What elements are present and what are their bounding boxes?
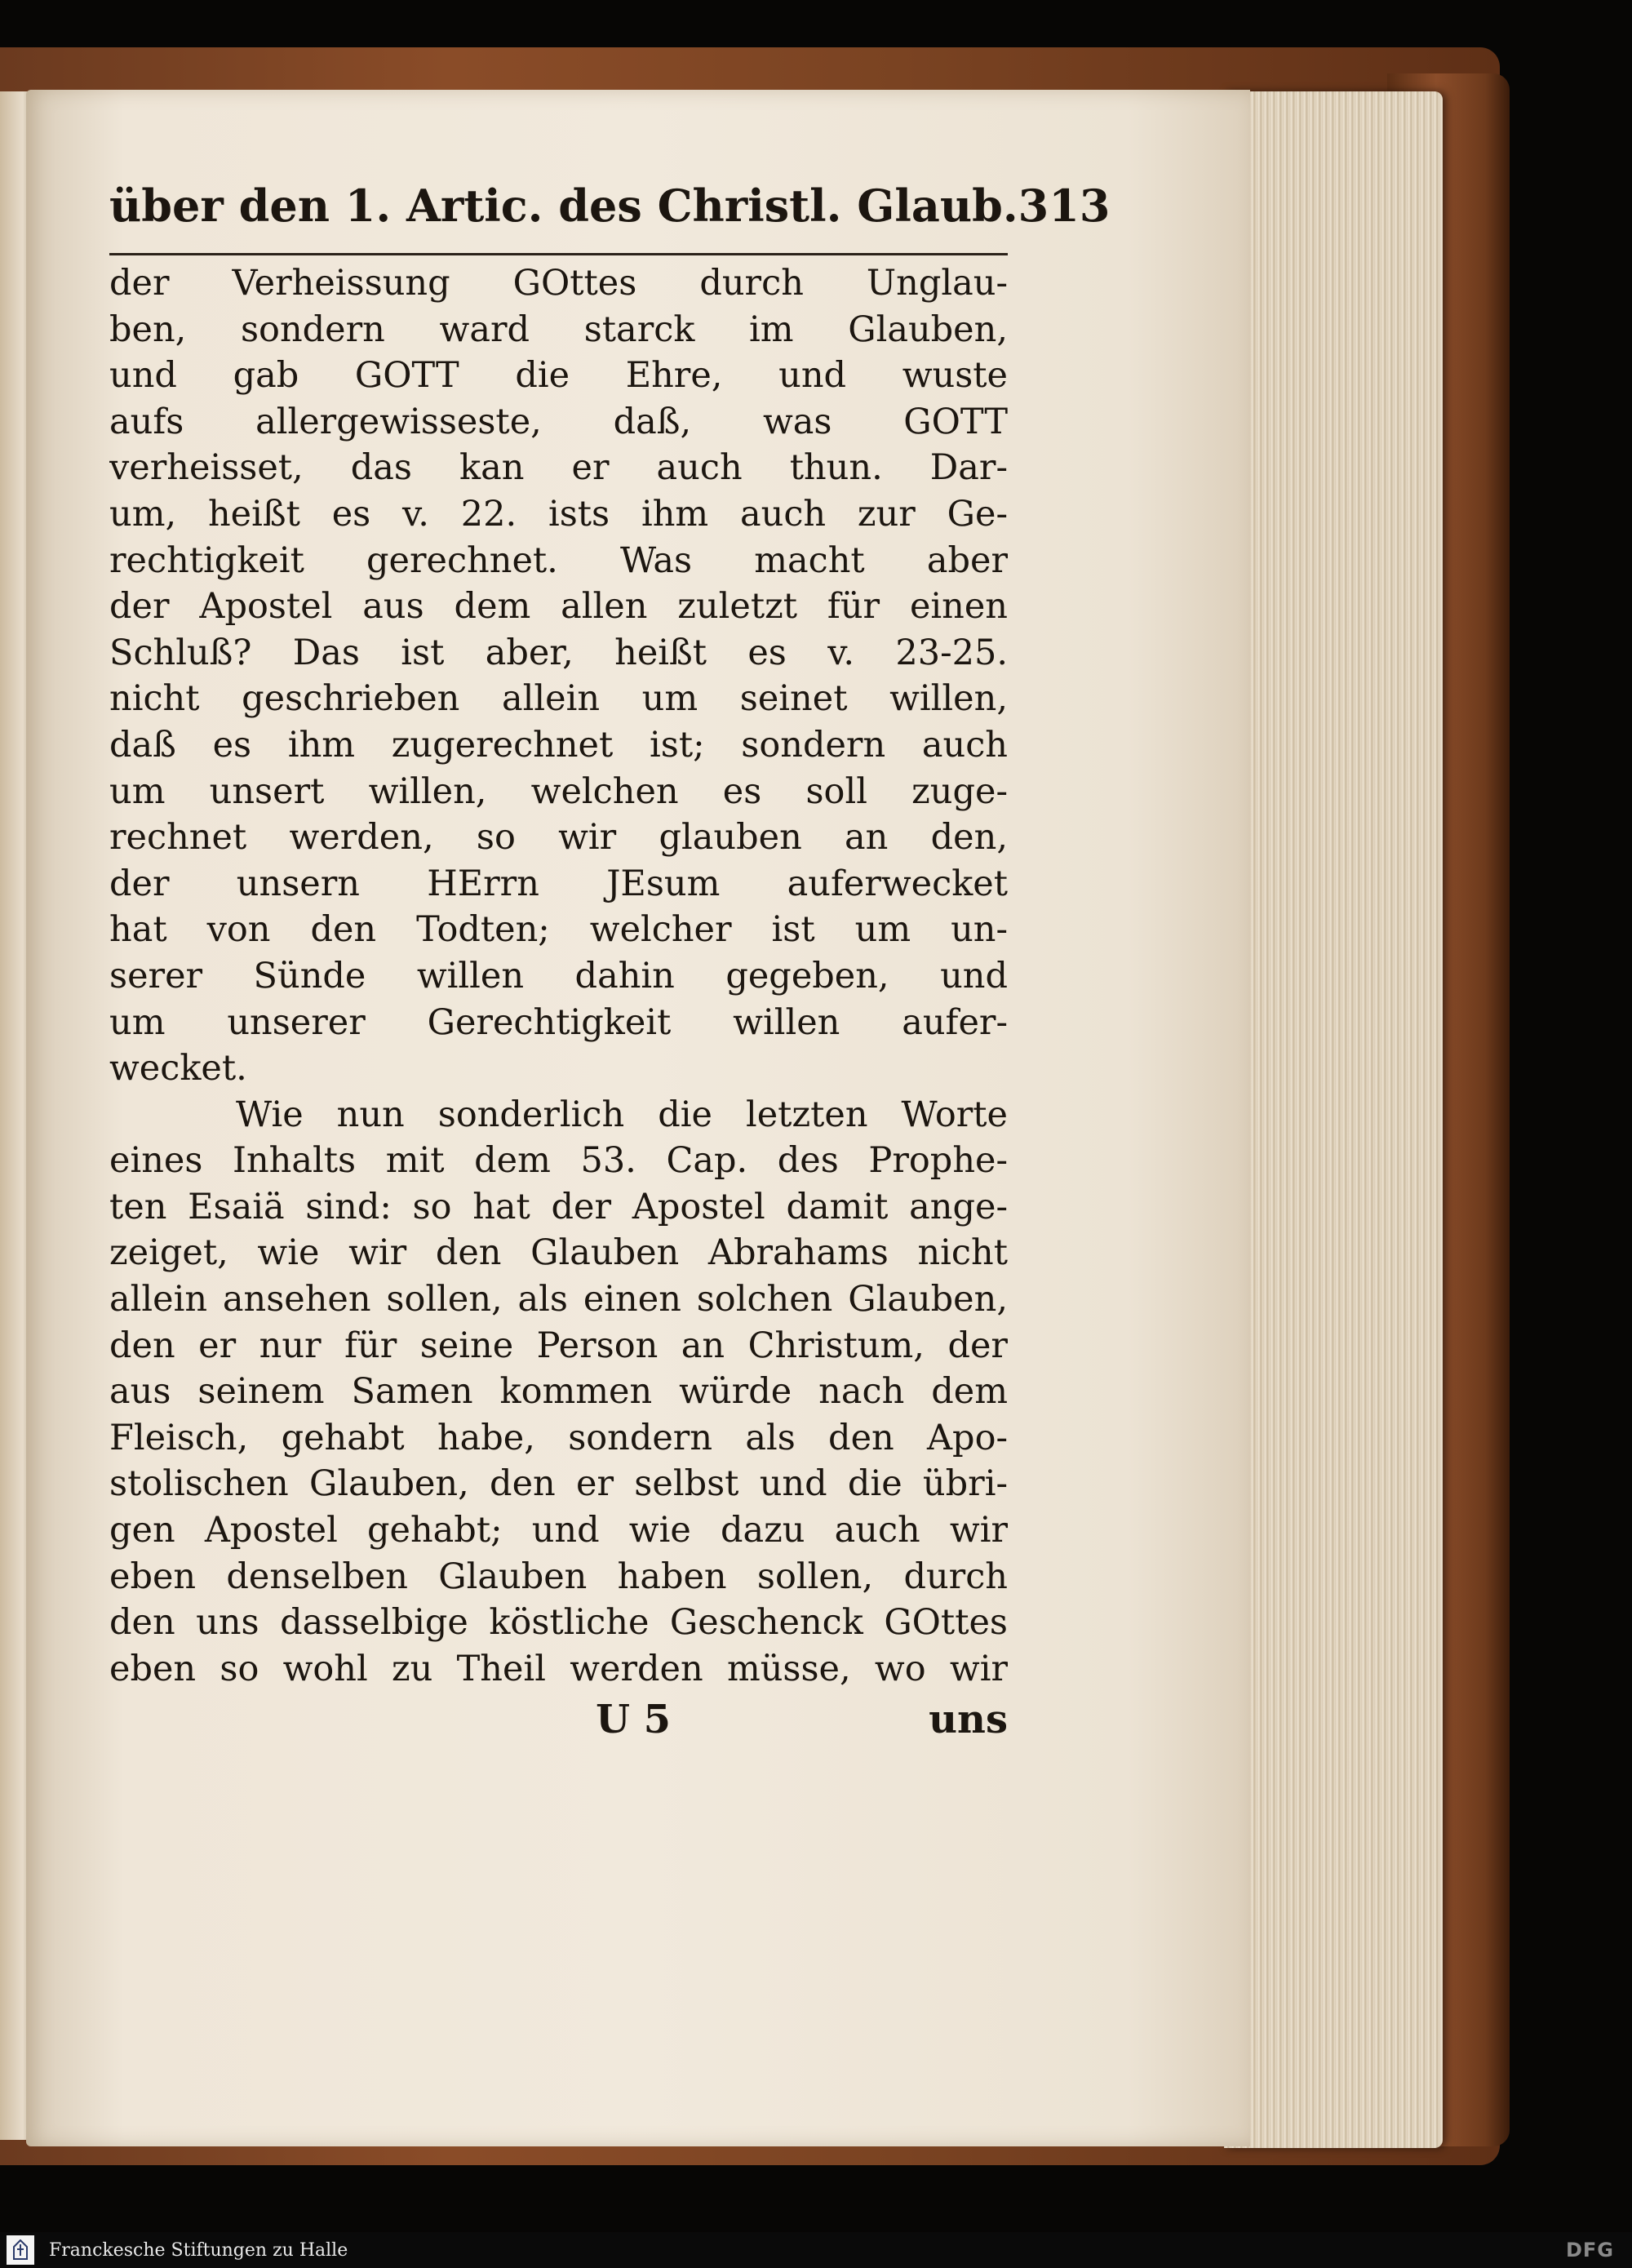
text-line: Schluß? Das ist aber, heißt es v. 23-25. <box>109 632 1008 673</box>
text-line: um, heißt es v. 22. ists ihm auch zur Ge- <box>109 493 1008 535</box>
dfg-badge[interactable]: DFG <box>1565 2239 1614 2261</box>
catchword: uns <box>929 1697 1008 1743</box>
header-rule <box>109 253 1008 255</box>
text-line: um unserer Gerechtigkeit willen aufer- <box>109 1001 1008 1043</box>
text-line: eines Inhalts mit dem 53. Cap. des Prophe- <box>109 1140 1008 1182</box>
text-line: stolischen Glauben, den er selbst und die übri- <box>109 1463 1008 1505</box>
text-line: den uns dasselbige köstliche Geschenck GOttes <box>109 1602 1008 1644</box>
text-line: verheisset, das kan er auch thun. Dar- <box>109 447 1008 489</box>
text-line: rechnet werden, so wir glauben an den, <box>109 817 1008 859</box>
text-line: aufs allergewisseste, daß, was GOTT <box>109 401 1008 442</box>
signature-mark: U 5 <box>596 1697 672 1743</box>
text-line: allein ansehen sollen, als einen solchen Glauben, <box>109 1279 1008 1320</box>
page-text <box>82 180 1111 1746</box>
book-page <box>26 90 1250 2146</box>
text-line: zeiget, wie wir den Glauben Abrahams nicht <box>109 1232 1008 1274</box>
text-line: der Apostel aus dem allen zuletzt für einen <box>109 586 1008 628</box>
page-stack <box>1224 91 1443 2148</box>
text-line: aus seinem Samen kommen würde nach dem <box>109 1371 1008 1413</box>
text-line: um unsert willen, welchen es soll zuge- <box>109 770 1008 812</box>
text-line: Fleisch, gehabt habe, sondern als den Apo- <box>109 1417 1008 1458</box>
viewer-footer <box>0 2232 1632 2268</box>
institution-logo-icon[interactable] <box>7 2235 34 2265</box>
text-line: Wie nun sonderlich die letzten Worte <box>236 1094 1008 1135</box>
text-line: daß es ihm zugerechnet ist; sondern auch <box>109 724 1008 766</box>
page-number: 313 <box>1018 180 1111 232</box>
text-line: eben denselben Glauben haben sollen, durch <box>109 1556 1008 1597</box>
text-line: wecket. <box>109 1048 247 1090</box>
text-line: rechtigkeit gerechnet. Was macht aber <box>109 539 1008 581</box>
running-head-title: über den 1. Artic. des Christl. Glaub. <box>109 180 1018 232</box>
text-line: eben so wohl zu Theil werden müsse, wo wir <box>109 1648 1008 1689</box>
running-head <box>82 180 1111 245</box>
institution-name[interactable]: Franckesche Stiftungen zu Halle <box>49 2239 348 2261</box>
text-line: der Verheissung GOttes durch Unglau- <box>109 263 1008 304</box>
footer-institution-group <box>0 2235 348 2265</box>
text-line: ten Esaiä sind: so hat der Apostel damit ange- <box>109 1186 1008 1227</box>
text-line: den er nur für seine Person an Christum, der <box>109 1325 1008 1366</box>
text-line: und gab GOTT die Ehre, und wuste <box>109 355 1008 397</box>
text-line: hat von den Todten; welcher ist um un- <box>109 909 1008 951</box>
body-text <box>82 260 1008 1692</box>
text-line: ben, sondern ward starck im Glauben, <box>109 308 1008 350</box>
text-line: gen Apostel gehabt; und wie dazu auch wir <box>109 1510 1008 1551</box>
text-line: serer Sünde willen dahin gegeben, und <box>109 955 1008 996</box>
text-line: nicht geschrieben allein um seinet willen, <box>109 678 1008 720</box>
text-line: der unsern HErrn JEsum auferwecket <box>109 863 1008 904</box>
signature-line <box>82 1697 1008 1746</box>
